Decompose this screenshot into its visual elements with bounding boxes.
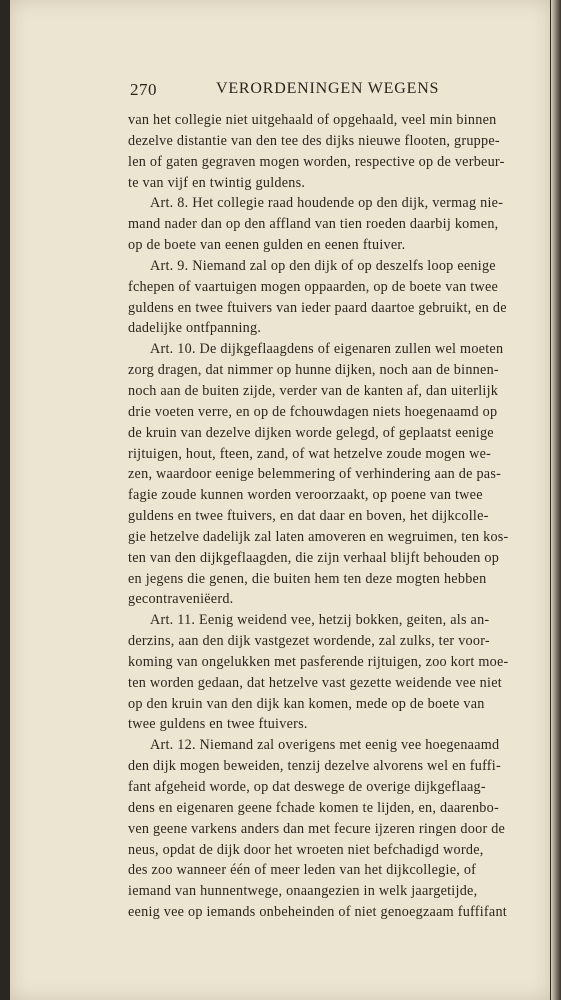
- text-line: gecontraveniëerd.: [128, 591, 234, 608]
- text-line: en jegens die genen, die buiten hem ten deze mogten hebben: [128, 570, 487, 587]
- text-line: zorg dragen, dat nimmer op hunne dijken, noch aan de binnen-: [128, 362, 499, 379]
- text-line: neus, opdat de dijk door het wroeten niet befchadigd worde,: [128, 841, 484, 858]
- text-line: koming van ongelukken met pasferende rijtuigen, zoo kort moe-: [128, 653, 509, 670]
- text-line: twee guldens en twee ftuivers.: [128, 716, 308, 733]
- text-line: ten van den dijkgeflaagden, die zijn verhaal blijft behouden op: [128, 549, 500, 566]
- text-line: gie hetzelve dadelijk zal laten amoveren en wegruimen, ten kos-: [128, 528, 509, 545]
- running-title: VERORDENINGEN WEGENS: [216, 80, 440, 97]
- text-line: Art. 8. Het collegie raad houdende op den dijk, vermag nie-: [150, 195, 504, 212]
- text-line: Art. 9. Niemand zal op den dijk of op deszelfs loop eenige: [150, 257, 496, 274]
- text-line: van het collegie niet uitgehaald of opgehaald, veel min binnen: [128, 112, 497, 128]
- text-line: fant afgeheid worde, op dat deswege de overige dijkgeflaag-: [128, 779, 486, 795]
- page-number: 270: [130, 80, 157, 99]
- text-line: drie voeten verre, en op de fchouwdagen niets hoegenaamd op: [128, 403, 498, 420]
- text-line: fagie zoude kunnen worden veroorzaakt, op poene van twee: [128, 487, 483, 504]
- text-line: op de boete van eenen gulden en eenen ftuiver.: [128, 237, 406, 254]
- text-line: Art. 12. Niemand zal overigens met eenig vee hoegenaamd: [150, 737, 500, 754]
- body-text: [128, 110, 528, 923]
- text-line: guldens en twee ftuivers van ieder paard daartoe gebruikt, en de: [128, 299, 507, 316]
- text-line: dadelijke ontfpanning.: [128, 320, 262, 337]
- text-line: guldens en twee ftuivers, en dat daar en boven, het dijkcolle-: [128, 508, 489, 525]
- text-line: de kruin van dezelve dijken worde gelegd, of geplaatst eenige: [128, 424, 494, 441]
- text-line: eenig vee op iemands onbeheinden of niet genoegzaam fuffifant: [128, 904, 507, 921]
- text-line: ten worden gedaan, dat hetzelve vast gezette weidende vee niet: [128, 674, 502, 691]
- text-line: rijtuigen, hout, fteen, zand, of wat hetzelve zoude mogen we-: [128, 445, 492, 462]
- text-line: mand nader dan op den affland van tien roeden daarbij komen,: [128, 216, 499, 233]
- text-line: iemand van hunnentwege, onaangezien in welk jaargetijde,: [128, 883, 478, 900]
- text-line: den dijk mogen beweiden, tenzij dezelve alvorens wel en fuffi-: [128, 758, 501, 775]
- book-page: [10, 0, 550, 1000]
- text-line: noch aan de buiten zijde, verder van de kanten af, dan uiterlijk: [128, 382, 499, 399]
- text-line: Art. 10. De dijkgeflaagdens of eigenaren zullen wel moeten: [150, 341, 504, 358]
- text-line: len of gaten gegraven mogen worden, respective op de verbeur-: [128, 153, 505, 170]
- text-line: des zoo wanneer één of meer leden van het dijkcollegie, of: [128, 862, 477, 879]
- text-line: derzins, aan den dijk vastgezet wordende, zal zulks, ter voor-: [128, 633, 490, 650]
- text-line: dens en eigenaren geene fchade komen te lijden, en, daarenbo-: [128, 799, 499, 816]
- text-line: zen, waardoor eenige belemmering of verhindering aan de pas-: [128, 466, 502, 483]
- text-line: ven geene varkens anders dan met fecure ijzeren ringen door de: [128, 820, 506, 837]
- text-line: te van vijf en twintig guldens.: [128, 174, 306, 191]
- text-line: op den kruin van den dijk kan komen, mede op de boete van: [128, 695, 485, 712]
- page-header: [130, 80, 462, 102]
- text-line: dezelve distantie van den tee des dijks nieuwe flooten, gruppe-: [128, 132, 500, 149]
- text-line: Art. 11. Eenig weidend vee, hetzij bokken, geiten, als an-: [150, 612, 490, 629]
- text-line: fchepen of vaartuigen mogen oppaarden, op de boete van twee: [128, 278, 499, 295]
- page-edge: [551, 0, 561, 1000]
